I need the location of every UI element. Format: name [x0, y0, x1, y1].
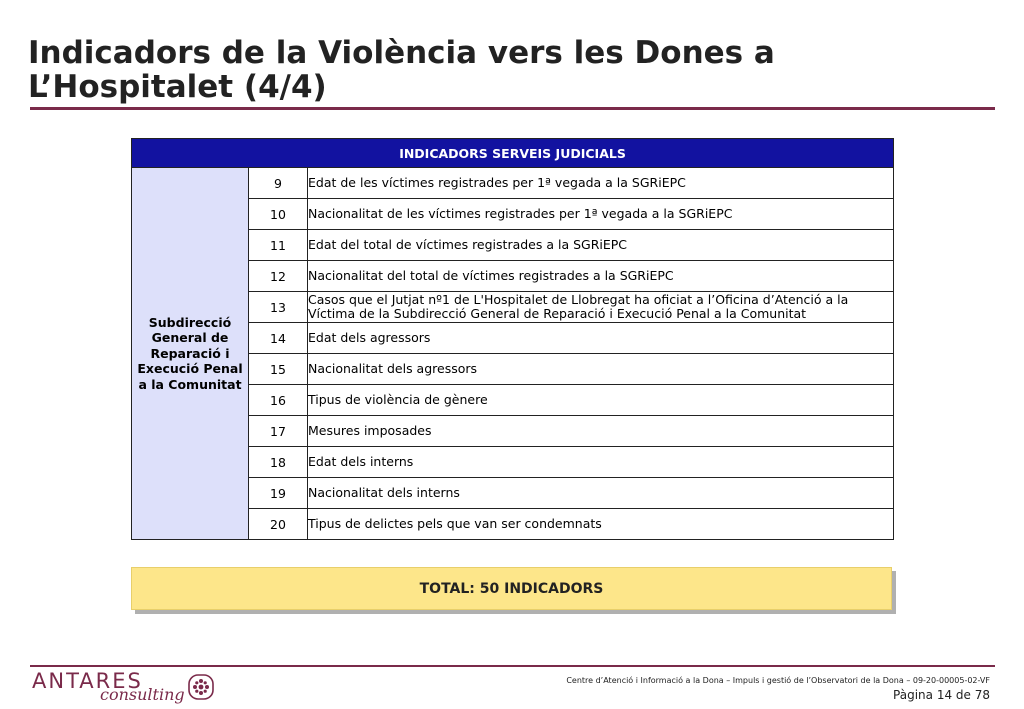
indicator-number: 13: [249, 292, 308, 323]
indicator-description: Mesures imposades: [308, 416, 894, 447]
table-header: INDICADORS SERVEIS JUDICIALS: [132, 139, 894, 168]
antares-flower-icon: [186, 672, 216, 702]
indicator-number: 14: [249, 323, 308, 354]
total-box: TOTAL: 50 INDICADORS: [131, 567, 892, 610]
indicator-number: 18: [249, 447, 308, 478]
table-body: [132, 168, 894, 540]
indicator-number: 17: [249, 416, 308, 447]
indicator-number: 16: [249, 385, 308, 416]
indicator-description: Nacionalitat dels agressors: [308, 354, 894, 385]
indicator-description: Nacionalitat dels interns: [308, 478, 894, 509]
indicator-number: 20: [249, 509, 308, 540]
indicator-number: 19: [249, 478, 308, 509]
page-title: Indicadors de la Violència vers les Dones a L’Hospitalet (4/4): [28, 35, 775, 105]
indicator-description: Tipus de delictes pels que van ser condemnats: [308, 509, 894, 540]
table-row: [132, 168, 894, 199]
page-number: Pàgina 14 de 78: [893, 688, 990, 702]
indicator-description: Edat del total de víctimes registrades a la SGRiEPC: [308, 230, 894, 261]
indicator-description: Casos que el Jutjat nº1 de L'Hospitalet de Llobregat ha oficiat a l’Oficina d’Atenció a la Víctima de la Subdirecció General de Reparació i Execució Penal a la Comunitat: [308, 292, 894, 323]
title-divider: [30, 107, 995, 110]
indicator-number: 15: [249, 354, 308, 385]
group-label: Subdirecció General de Reparació i Execució Penal a la Comunitat: [132, 168, 249, 540]
footer-divider: [30, 665, 995, 667]
indicator-description: Nacionalitat de les víctimes registrades per 1ª vegada a la SGRiEPC: [308, 199, 894, 230]
indicator-description: Nacionalitat del total de víctimes registrades a la SGRiEPC: [308, 261, 894, 292]
indicator-description: Edat dels agressors: [308, 323, 894, 354]
logo-text: ANTARES: [32, 669, 143, 693]
logo-subtext: consulting: [100, 685, 185, 704]
indicators-table: [131, 138, 894, 540]
indicator-number: 10: [249, 199, 308, 230]
indicator-description: Tipus de violència de gènere: [308, 385, 894, 416]
indicator-number: 9: [249, 168, 308, 199]
indicator-description: Edat de les víctimes registrades per 1ª vegada a la SGRiEPC: [308, 168, 894, 199]
indicator-description: Edat dels interns: [308, 447, 894, 478]
indicator-number: 11: [249, 230, 308, 261]
indicator-number: 12: [249, 261, 308, 292]
footer-text: Centre d’Atenció i Informació a la Dona – Impuls i gestió de l’Observatori de la Dona – 09-20-00005-02-VF: [566, 676, 990, 685]
